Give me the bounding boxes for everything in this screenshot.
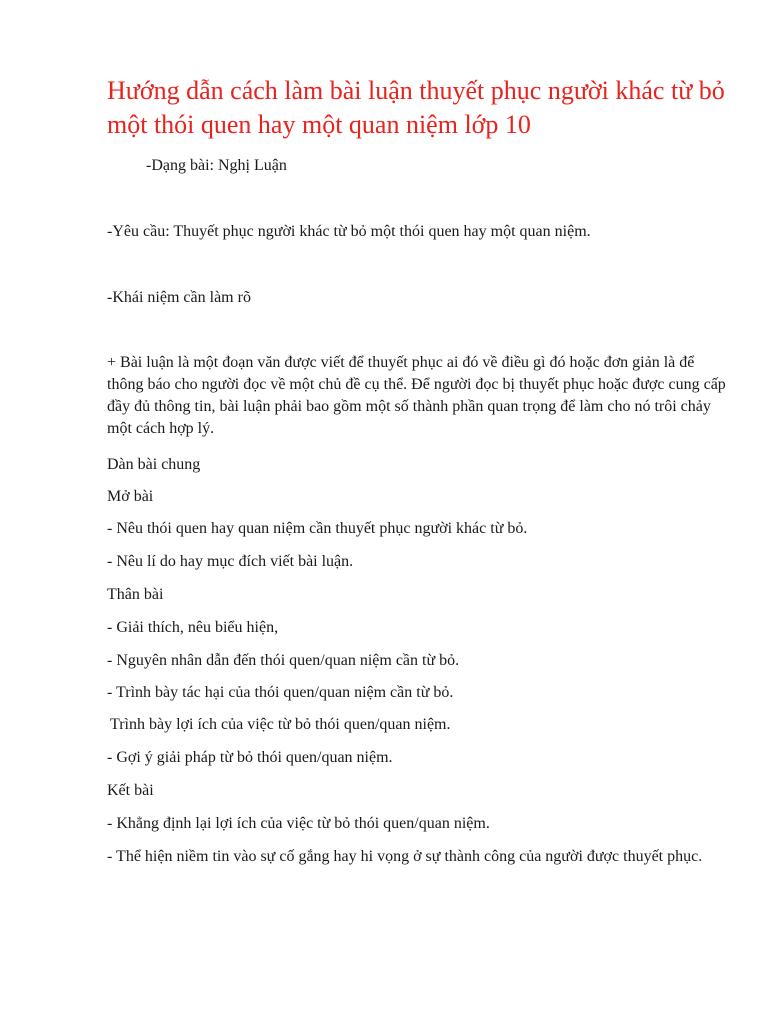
body-point-5: - Gợi ý giải pháp từ bỏ thói quen/quan niệm. [107,749,393,766]
intro-point-1: - Nêu thói quen hay quan niệm cần thuyết phục người khác từ bỏ. [107,520,528,537]
concept-heading: -Khái niệm cần làm rõ [107,289,251,306]
outline-heading: Dàn bài chung [107,456,201,473]
text-type-line: -Dạng bài: Nghị Luận [146,157,287,174]
requirement-line: -Yêu cầu: Thuyết phục người khác từ bỏ một thói quen hay một quan niệm. [107,223,591,240]
intro-point-2: - Nêu lí do hay mục đích viết bài luận. [107,553,354,570]
conclusion-heading: Kết bài [107,782,154,799]
body-point-2: - Nguyên nhân dẫn đến thói quen/quan niệm cần từ bỏ. [107,652,460,669]
conclusion-point-2: - Thể hiện niềm tin vào sự cố gắng hay hi vọng ở sự thành công của người được thuyết phục. [107,848,703,865]
body-heading: Thân bài [107,586,164,603]
document-title: Hướng dẫn cách làm bài luận thuyết phục người khác từ bỏ một thói quen hay một quan niệm lớp 10 [107,76,725,139]
definition-paragraph: + Bài luận là một đoạn văn được viết để thuyết phục ai đó về điều gì đó hoặc đơn giản là để thông báo cho người đọc về một chủ đề cụ thể. Để người đọc bị thuyết phục hoặc được cung cấp đầy đủ thông tin, bài luận phải bao gồm một số thành phần quan trọng để làm cho nó trôi chảy một cách hợp lý. [107,354,726,437]
body-point-1: - Giải thích, nêu biểu hiện, [107,619,279,636]
body-point-3: - Trình bày tác hại của thói quen/quan niệm cần từ bỏ. [107,684,454,701]
body-point-4: Trình bày lợi ích của việc từ bỏ thói quen/quan niệm. [110,716,451,733]
intro-heading: Mở bài [107,488,154,505]
conclusion-point-1: - Khẳng định lại lợi ích của việc từ bỏ thói quen/quan niệm. [107,815,490,832]
